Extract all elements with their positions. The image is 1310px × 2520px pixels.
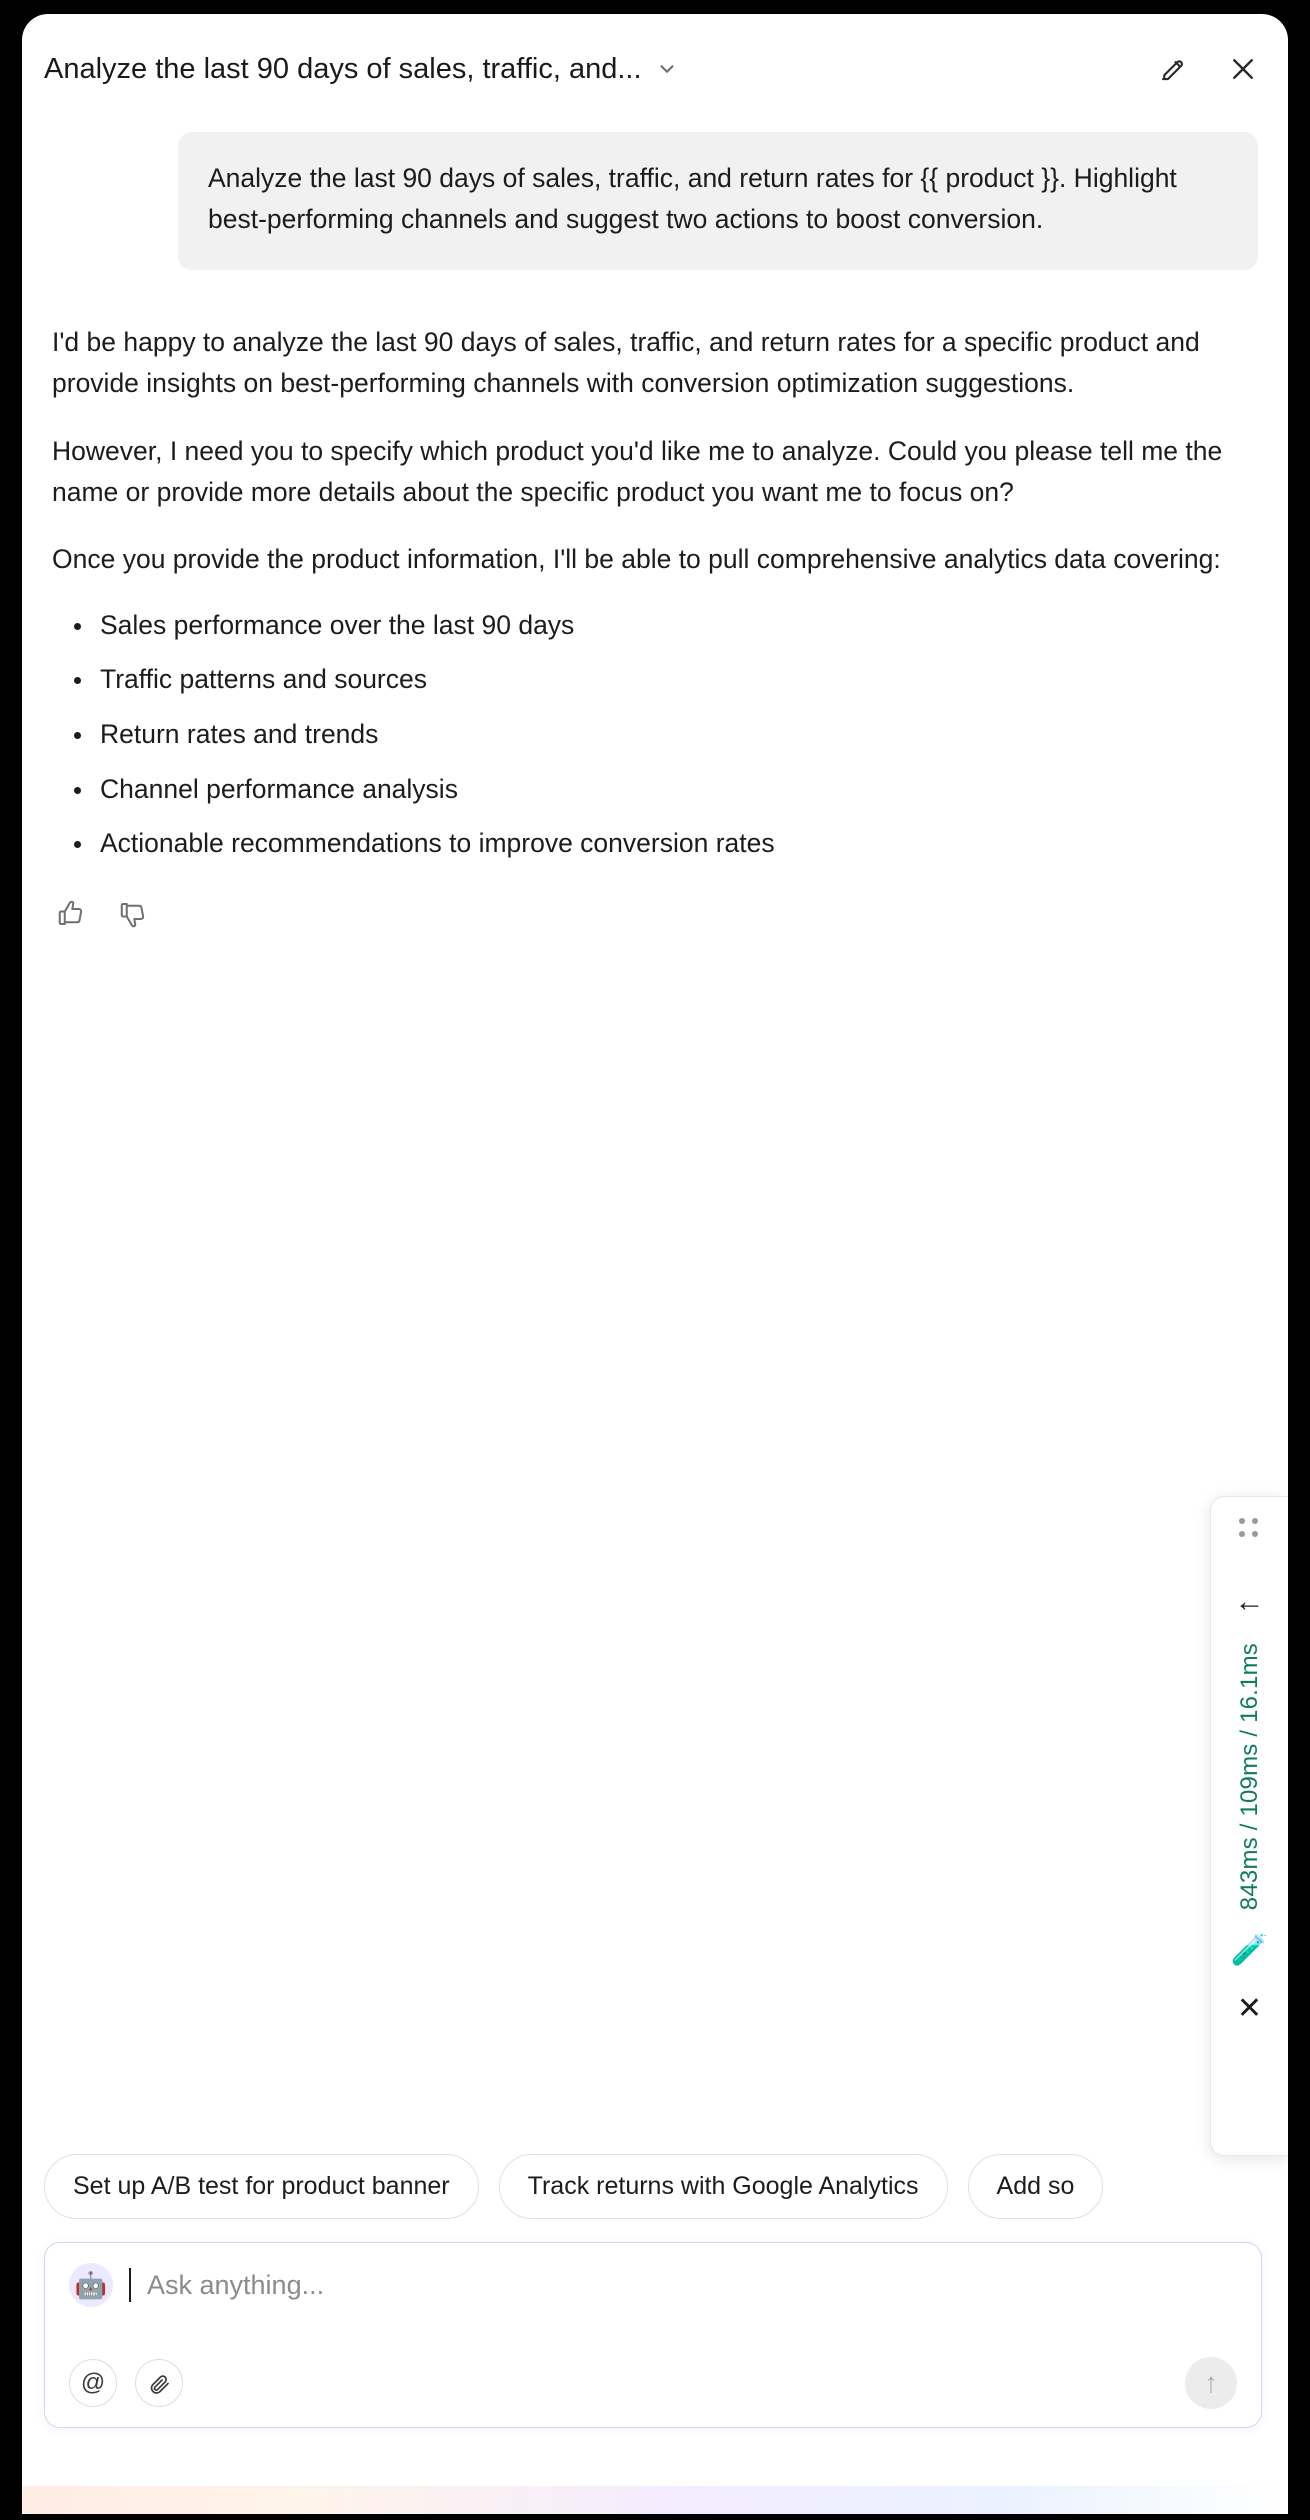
page-title: Analyze the last 90 days of sales, traffic, and... <box>44 52 642 85</box>
suggestion-chip[interactable]: Track returns with Google Analytics <box>499 2154 948 2219</box>
bottom-gradient <box>22 2486 1288 2514</box>
send-arrow-icon[interactable]: ↑ <box>1185 2357 1237 2409</box>
search-input[interactable]: Ask anything... <box>147 2269 325 2300</box>
conversation <box>22 132 1288 929</box>
drag-handle-icon[interactable] <box>1237 1515 1263 1541</box>
compose-icon[interactable] <box>1158 54 1188 84</box>
text-caret <box>129 2268 131 2302</box>
user-message-row <box>52 132 1258 270</box>
paperclip-icon[interactable] <box>135 2359 183 2407</box>
header-actions <box>1158 54 1258 84</box>
list-item: Channel performance analysis <box>60 771 1258 809</box>
chat-header <box>22 14 1288 124</box>
assistant-message <box>52 322 1258 929</box>
mention-button[interactable]: @ <box>69 2359 117 2407</box>
performance-metrics: 843ms / 109ms / 16.1ms <box>1235 1643 1263 1911</box>
feedback-controls <box>52 899 1258 929</box>
composer-toolbar <box>69 2357 1237 2409</box>
list-item: Return rates and trends <box>60 716 1258 754</box>
thumbs-up-icon[interactable] <box>56 899 86 929</box>
list-item: Traffic patterns and sources <box>60 661 1258 699</box>
app-screen <box>22 14 1288 2514</box>
chevron-down-icon[interactable] <box>656 58 678 80</box>
list-item: Actionable recommendations to improve conversion rates <box>60 825 1258 863</box>
assistant-avatar-icon: 🤖 <box>69 2263 113 2307</box>
composer[interactable] <box>44 2242 1262 2428</box>
performance-widget <box>1210 1496 1288 2156</box>
suggestion-chips <box>44 2154 1288 2219</box>
list-item: Sales performance over the last 90 days <box>60 607 1258 645</box>
flask-icon[interactable]: 🧪 <box>1230 1934 1269 1968</box>
composer-input-row[interactable] <box>69 2263 1237 2307</box>
assistant-paragraph: I'd be happy to analyze the last 90 days of sales, traffic, and return rates for a specific product and provide insights on best-performing channels with conversion optimization suggestions. <box>52 327 1200 399</box>
arrow-left-icon[interactable]: ← <box>1234 1585 1265 1618</box>
suggestion-chip[interactable]: Add so <box>968 2154 1104 2219</box>
close-icon[interactable] <box>1228 54 1258 84</box>
assistant-bullet-list <box>60 607 1258 863</box>
thumbs-down-icon[interactable] <box>118 899 148 929</box>
assistant-paragraph: Once you provide the product information, I'll be able to pull comprehensive analytics data covering: <box>52 544 1221 575</box>
suggestion-chip[interactable]: Set up A/B test for product banner <box>44 2154 479 2219</box>
chat-title-group[interactable] <box>44 53 1158 86</box>
assistant-paragraph: However, I need you to specify which product you'd like me to analyze. Could you please tell me the name or provide more details about the specific product you want me to focus on? <box>52 435 1223 508</box>
close-icon[interactable]: ✕ <box>1236 1992 1263 2026</box>
user-message: Analyze the last 90 days of sales, traffic, and return rates for {{ product }}. Highlight best-performing channels and suggest two actions to boost conversion. <box>178 132 1258 270</box>
